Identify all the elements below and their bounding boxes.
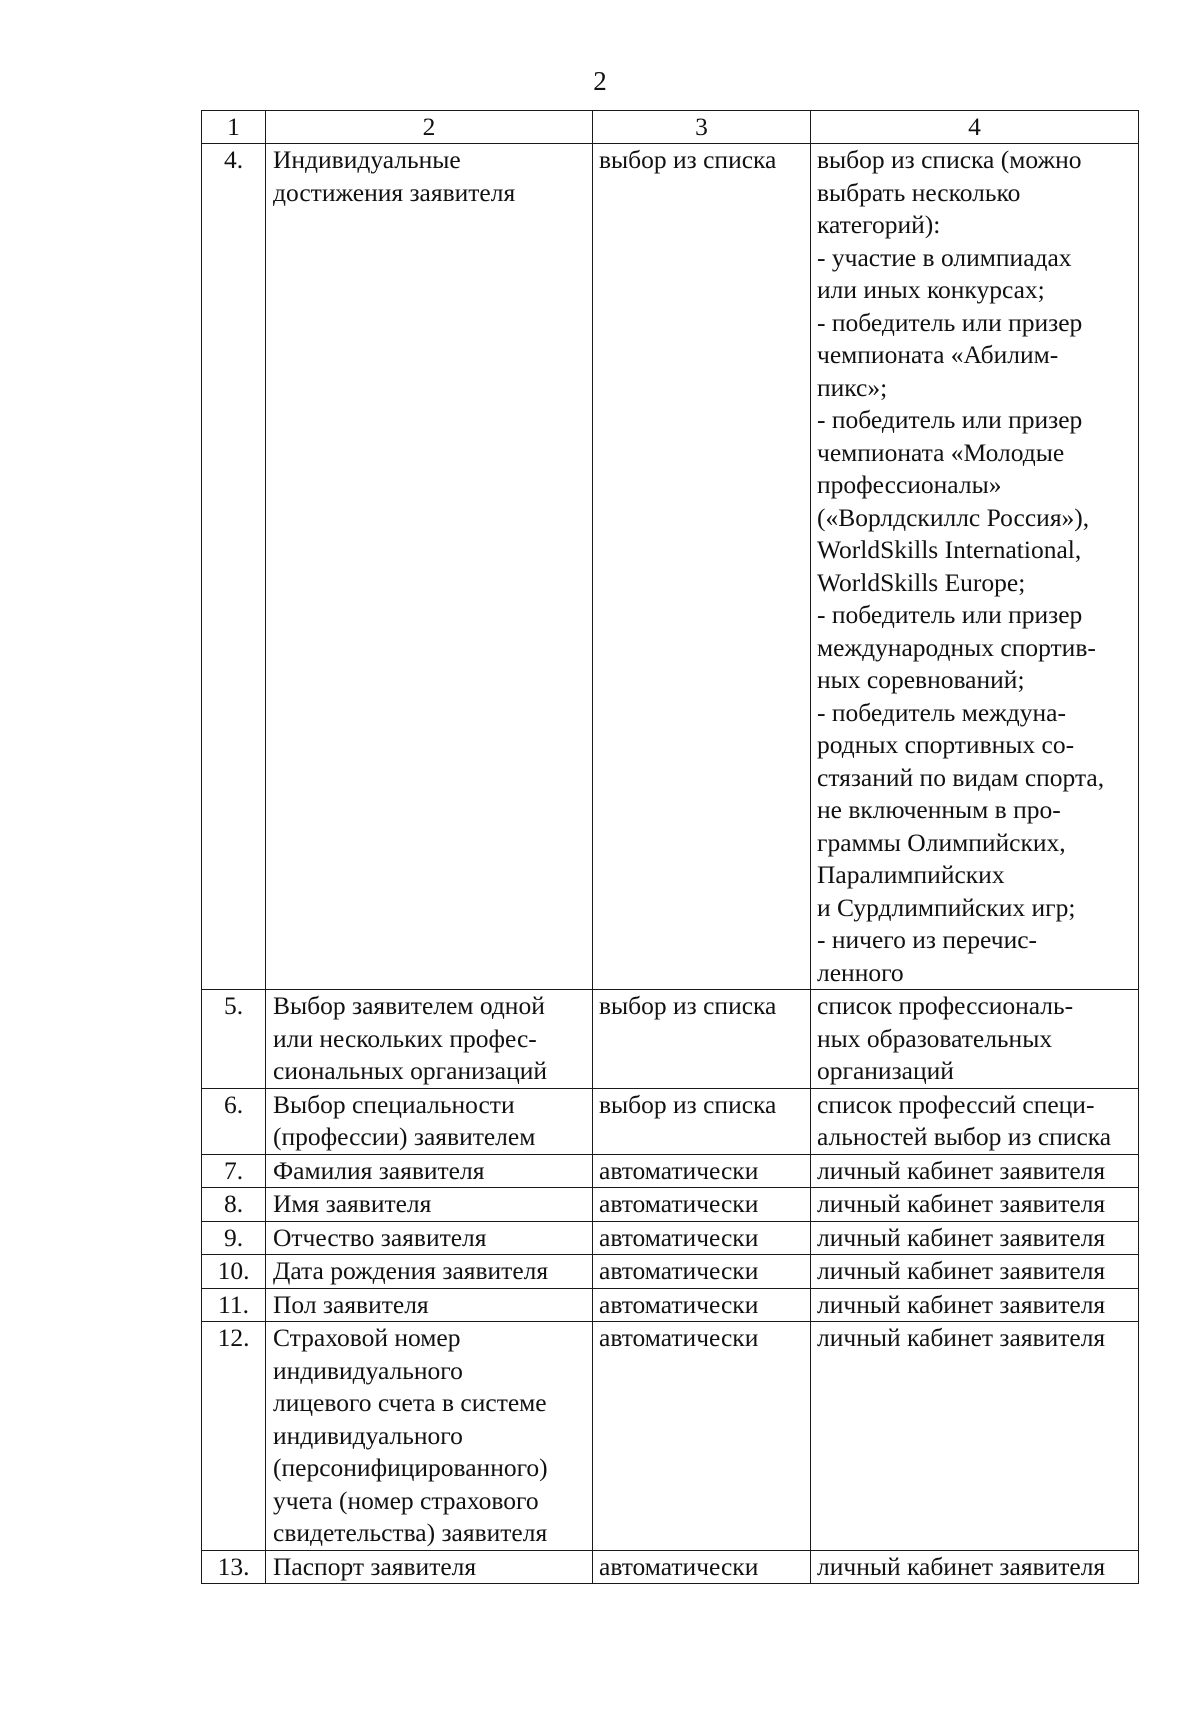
data-source-cell-line: выбор из списка (можно: [817, 145, 1082, 174]
field-name-cell-line: (персонифицированного): [273, 1453, 548, 1482]
field-name-cell: [266, 1221, 593, 1255]
data-source-cell-line: личный кабинет заявителя: [817, 1289, 1106, 1319]
table-row: [202, 1188, 1139, 1222]
data-source-cell: [811, 1188, 1139, 1222]
field-name-cell-line: или нескольких профес-: [273, 1023, 537, 1053]
data-source-cell-line: ных образовательных: [817, 1023, 1053, 1053]
data-source-cell: [811, 1288, 1139, 1322]
data-source-cell-line: - победитель или призер: [817, 600, 1083, 629]
row-number-cell: 11.: [202, 1288, 266, 1322]
input-type-cell-line: выбор из списка: [599, 991, 777, 1020]
field-name-cell-line: индивидуального: [273, 1355, 463, 1385]
field-name-cell-line: (профессии) заявителем: [273, 1122, 536, 1151]
field-name-cell: [266, 1154, 593, 1188]
input-type-cell: [593, 1288, 811, 1322]
field-name-cell: [266, 144, 593, 990]
table-row: [202, 1221, 1139, 1255]
data-source-cell-line: личный кабинет заявителя: [817, 1256, 1106, 1285]
input-type-cell-line: выбор из списка: [599, 1089, 777, 1119]
data-source-cell-line: - победитель или призер: [817, 405, 1083, 434]
table-row: [202, 1154, 1139, 1188]
input-type-cell: [593, 1255, 811, 1289]
input-type-cell-line: автоматически: [599, 1189, 759, 1218]
field-name-cell-line: Дата рождения заявителя: [273, 1256, 549, 1285]
field-name-cell: [266, 1288, 593, 1322]
data-source-cell: [811, 144, 1139, 990]
input-type-cell: [593, 1154, 811, 1188]
data-source-cell-line: - победитель междуна-: [817, 697, 1066, 727]
data-source-cell-line: личный кабинет заявителя: [817, 1222, 1106, 1252]
data-source-cell-line: родных спортивных со-: [817, 730, 1075, 759]
input-type-cell-line: автоматически: [599, 1155, 759, 1185]
input-type-cell-line: автоматически: [599, 1222, 759, 1252]
data-source-cell-line: ленного: [817, 957, 904, 987]
input-type-cell: [593, 1188, 811, 1222]
field-name-cell-line: Выбор заявителем одной: [273, 991, 545, 1020]
row-number-cell: 9.: [202, 1221, 266, 1255]
table-row: [202, 1550, 1139, 1584]
input-type-cell: [593, 1322, 811, 1551]
data-source-cell-line: Паралимпийских: [817, 860, 1005, 889]
table-row: [202, 1088, 1139, 1154]
data-source-cell-line: альностей выбор из списка: [817, 1122, 1112, 1151]
data-source-cell: [811, 1322, 1139, 1551]
table-row: [202, 144, 1139, 990]
data-source-cell-line: категорий):: [817, 210, 941, 239]
data-source-cell: [811, 1255, 1139, 1289]
header-cell-4: 4: [811, 111, 1139, 144]
data-source-cell: [811, 1088, 1139, 1154]
row-number-cell: 12.: [202, 1322, 266, 1551]
data-source-cell-line: ных соревнований;: [817, 665, 1025, 694]
input-type-cell: [593, 1221, 811, 1255]
data-source-cell-line: стязаний по видам спорта,: [817, 762, 1105, 792]
data-source-cell-line: личный кабинет заявителя: [817, 1189, 1106, 1218]
table-row: [202, 1288, 1139, 1322]
row-number-cell: 7.: [202, 1154, 266, 1188]
field-name-cell: [266, 1188, 593, 1222]
data-source-cell-line: список профессий специ-: [817, 1089, 1095, 1119]
field-name-cell: [266, 1088, 593, 1154]
row-number-cell: 13.: [202, 1550, 266, 1584]
page-number: 2: [593, 66, 607, 96]
input-type-cell-line: автоматически: [599, 1289, 759, 1319]
input-type-cell-line: автоматически: [599, 1551, 759, 1581]
field-name-cell-line: Страховой номер: [273, 1323, 461, 1352]
data-source-cell-line: чемпионата «Абилим-: [817, 340, 1059, 369]
data-source-cell-line: WorldSkills International,: [817, 535, 1082, 564]
header-cell-1: 1: [202, 111, 266, 144]
data-source-cell-line: профессионалы»: [817, 470, 1002, 499]
row-number-cell: 6.: [202, 1088, 266, 1154]
field-name-cell-line: индивидуального: [273, 1420, 463, 1450]
input-type-cell: [593, 1550, 811, 1584]
input-type-cell-line: автоматически: [599, 1323, 759, 1352]
field-name-cell-line: Отчество заявителя: [273, 1222, 487, 1252]
data-source-cell-line: и Сурдлимпийских игр;: [817, 892, 1076, 922]
data-source-cell-line: - ничего из перечис-: [817, 925, 1038, 954]
field-name-cell-line: достижения заявителя: [273, 177, 516, 207]
data-source-cell-line: выбрать несколько: [817, 177, 1021, 207]
field-name-cell: [266, 1322, 593, 1551]
field-name-cell-line: свидетельства) заявителя: [273, 1518, 548, 1547]
data-source-cell: [811, 1550, 1139, 1584]
input-type-cell: [593, 144, 811, 990]
row-number-cell: 5.: [202, 990, 266, 1089]
table-header-row: [202, 111, 1139, 144]
data-source-cell-line: личный кабинет заявителя: [817, 1323, 1106, 1352]
field-name-cell: [266, 1255, 593, 1289]
header-cell-2: 2: [266, 111, 593, 144]
data-source-cell: [811, 1154, 1139, 1188]
data-source-cell-line: чемпионата «Молодые: [817, 437, 1065, 467]
input-type-cell: [593, 1088, 811, 1154]
input-type-cell-line: автоматически: [599, 1256, 759, 1285]
table-row: [202, 1322, 1139, 1551]
data-source-cell-line: организаций: [817, 1056, 954, 1085]
field-name-cell-line: Индивидуальные: [273, 145, 461, 174]
data-source-cell-line: - участие в олимпиадах: [817, 242, 1072, 272]
field-name-cell-line: Выбор специальности: [273, 1089, 515, 1119]
field-name-cell-line: Имя заявителя: [273, 1189, 432, 1218]
data-source-cell-line: международных спортив-: [817, 632, 1096, 662]
data-source-cell-line: список профессиональ-: [817, 991, 1074, 1020]
data-source-cell-line: личный кабинет заявителя: [817, 1551, 1106, 1581]
table-row: [202, 1255, 1139, 1289]
data-source-cell-line: личный кабинет заявителя: [817, 1155, 1106, 1185]
row-number-cell: 10.: [202, 1255, 266, 1289]
data-source-cell-line: («Ворлдскиллс Россия»),: [817, 502, 1090, 532]
data-source-cell: [811, 990, 1139, 1089]
input-type-cell: [593, 990, 811, 1089]
field-name-cell: [266, 990, 593, 1089]
data-source-cell-line: пикс»;: [817, 372, 888, 402]
field-name-cell-line: Паспорт заявителя: [273, 1551, 477, 1581]
data-source-cell-line: или иных конкурсах;: [817, 275, 1045, 304]
field-name-cell-line: лицевого счета в системе: [273, 1388, 547, 1417]
field-name-cell-line: сиональных организаций: [273, 1056, 548, 1085]
table-body: [202, 111, 1139, 1584]
input-type-cell-line: выбор из списка: [599, 145, 777, 174]
data-source-cell-line: - победитель или призер: [817, 307, 1083, 337]
field-name-cell-line: Фамилия заявителя: [273, 1155, 485, 1185]
header-cell-3: 3: [593, 111, 811, 144]
data-source-cell-line: граммы Олимпийских,: [817, 827, 1066, 857]
data-fields-table: [201, 110, 1139, 1584]
row-number-cell: 4.: [202, 144, 266, 990]
data-source-cell-line: не включенным в про-: [817, 795, 1061, 824]
data-source-cell: [811, 1221, 1139, 1255]
row-number-cell: 8.: [202, 1188, 266, 1222]
field-name-cell: [266, 1550, 593, 1584]
data-source-cell-line: WorldSkills Europe;: [817, 567, 1026, 597]
table-row: [202, 990, 1139, 1089]
field-name-cell-line: Пол заявителя: [273, 1289, 429, 1319]
field-name-cell-line: учета (номер страхового: [273, 1485, 539, 1515]
